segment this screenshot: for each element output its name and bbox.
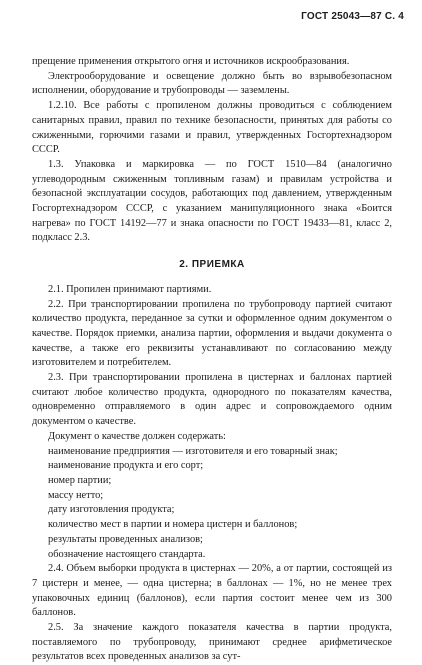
list-item: номер партии; (48, 474, 112, 486)
paragraph: Документ о качестве должен содержать: (48, 430, 226, 442)
paragraph: 2.5. За значение каждого показателя качества в партии продукта, поставляемого по трубопроводу, принимают среднее арифметическое результатов всех проведенных анализов за сут- (32, 622, 392, 663)
paragraph: 2.2. При транспортировании пропилена по трубопроводу партией считают количество продукта, переданное за сутки и оформленное одним документом о качестве. Порядок приемки, анализа партии, оформления и выдачи документа о качестве, а также его реквизиты устанавливают по согласованию между изготовителем и потребителем. (32, 298, 392, 369)
list-item: дату изготовления продукта; (48, 504, 175, 516)
document-body (32, 55, 392, 665)
list-item: обозначение настоящего стандарта. (48, 548, 206, 560)
list-item: наименование предприятия — изготовителя и его товарный знак; (48, 445, 338, 457)
paragraph: 2.4. Объем выборки продукта в цистернах — 20%, а от партии, состоящей из 7 цистерн и менее, — одна цистерна; в баллонах — 1%, но не менее трех упаковочных единиц (баллонов), если партия состоит менее чем из 300 баллонов. (32, 563, 392, 619)
paragraph: 1.2.10. Все работы с пропиленом должны проводиться с соблюдением санитарных правил, правил по технике безопасности, принятых для работы со сжиженными, горючими газами и правил, утвержденных Госгортехнадзором СССР. (32, 100, 392, 156)
paragraph: прещение применения открытого огня и источников искрообразования. (32, 56, 350, 67)
section-title: 2. ПРИЕМКА (179, 259, 245, 271)
list-item: наименование продукта и его сорт; (48, 460, 204, 472)
page-header: ГОСТ 25043—87 С. 4 (301, 11, 404, 22)
list-item: результаты проведенных анализов; (48, 533, 203, 545)
list-item: массу нетто; (48, 489, 104, 501)
paragraph: 2.3. При транспортировании пропилена в цистернах и баллонах партией считают любое количество продукта, однородного по показателям качества, одновременно отправляемого в один адрес и сопровождаемого одним документом о качестве. (32, 372, 392, 428)
paragraph: Электрооборудование и освещение должно быть во взрывобезопасном исполнении, оборудование и трубопроводы — заземлены. (32, 70, 392, 97)
paragraph: 1.3. Упаковка и маркировка — по ГОСТ 1510—84 (аналогично углеводородным сжиженным топливным газам) и правилам устройства и безопасной эксплуатации сосудов, работающих под давлением, утвержденным Госгортехнадзором СССР, с указанием манипуляционного знака «Боится нагрева» по ГОСТ 14192—77 и знака опасности по ГОСТ 19433—81, класс 2, подкласс 2.3. (32, 158, 392, 244)
list-item: количество мест в партии и номера цистерн и баллонов; (48, 519, 298, 531)
paragraph: 2.1. Пропилен принимают партиями. (48, 283, 212, 295)
